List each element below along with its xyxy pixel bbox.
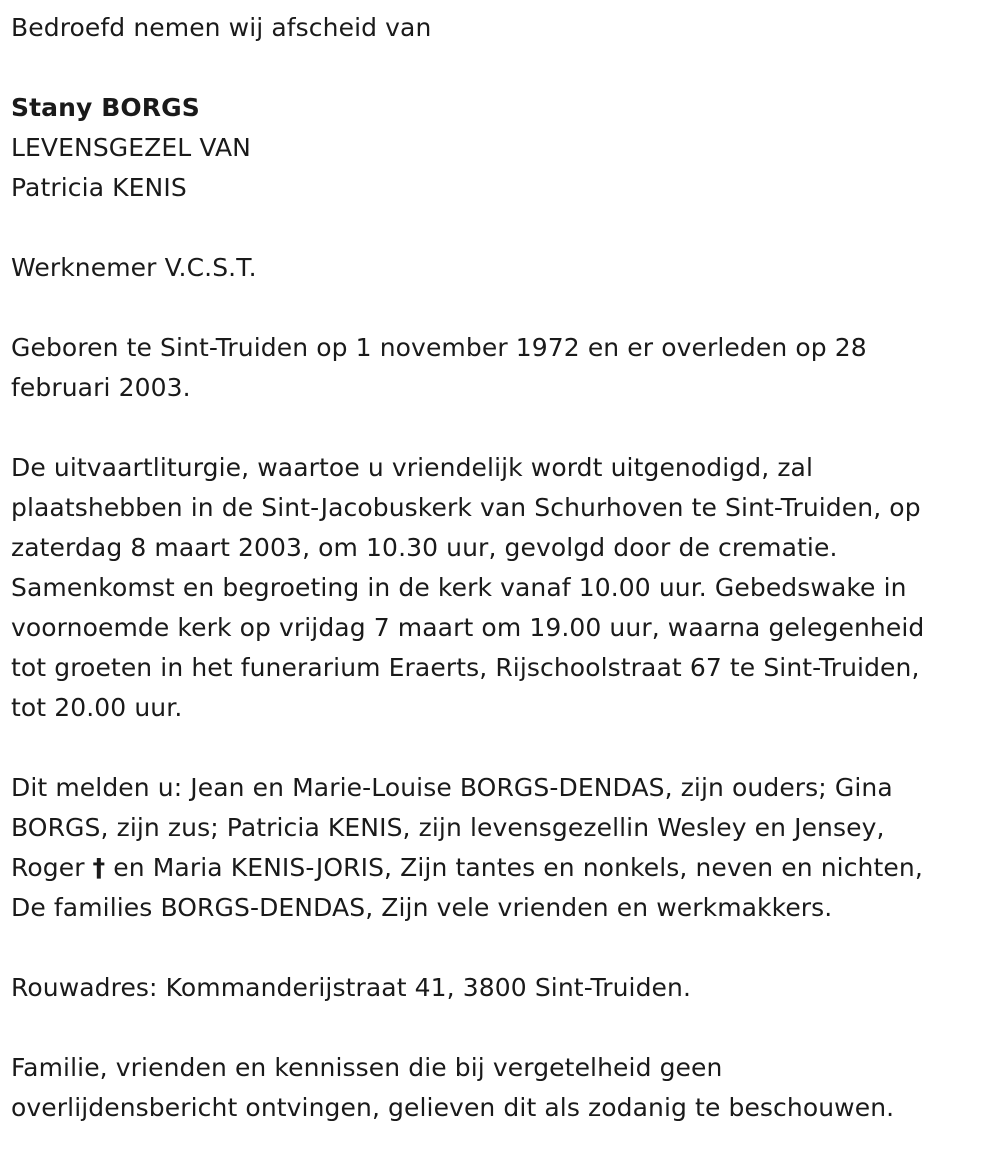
spacer [11, 928, 992, 968]
announcers-paragraph [11, 768, 992, 928]
spacer [11, 208, 992, 248]
paragraph-line: tot 20.00 uur. [11, 693, 183, 722]
occupation-text: Werknemer V.C.S.T. [11, 253, 257, 282]
paragraph-line: Geboren te Sint-Truiden op 1 november 1972 en er overleden op 28 [11, 333, 867, 362]
paragraph-line: Familie, vrienden en kennissen die bij vergetelheid geen [11, 1053, 723, 1082]
deceased-name: Stany BORGS [11, 93, 200, 122]
text-segment: Roger [11, 853, 93, 882]
address-text: Rouwadres: Kommanderijstraat 41, 3800 Sint-Truiden. [11, 973, 692, 1002]
paragraph-line: Samenkomst en begroeting in de kerk vanaf 10.00 uur. Gebedswake in [11, 573, 907, 602]
intro-text: Bedroefd nemen wij afscheid van [11, 13, 432, 42]
birth-death-paragraph [11, 328, 992, 408]
relation-text: LEVENSGEZEL VAN [11, 133, 251, 162]
text-segment: en Maria KENIS-JORIS, Zijn tantes en nonkels, neven en nichten, [105, 853, 923, 882]
spacer [11, 48, 992, 88]
ceremony-paragraph [11, 448, 992, 728]
paragraph-line: februari 2003. [11, 373, 191, 402]
closing-paragraph [11, 1048, 992, 1128]
spacer [11, 728, 992, 768]
partner-name: Patricia KENIS [11, 173, 187, 202]
spacer [11, 1008, 992, 1048]
cross-icon: † [92, 853, 106, 882]
paragraph-line: tot groeten in het funerarium Eraerts, Rijschoolstraat 67 te Sint-Truiden, [11, 653, 920, 682]
spacer [11, 288, 992, 328]
paragraph-line: plaatshebben in de Sint-Jacobuskerk van Schurhoven te Sint-Truiden, op [11, 493, 921, 522]
paragraph-line: De families BORGS-DENDAS, Zijn vele vrienden en werkmakkers. [11, 893, 833, 922]
spacer [11, 408, 992, 448]
paragraph-line [11, 848, 992, 888]
paragraph-line: zaterdag 8 maart 2003, om 10.30 uur, gevolgd door de crematie. [11, 533, 838, 562]
paragraph-line: BORGS, zijn zus; Patricia KENIS, zijn levensgezellin Wesley en Jensey, [11, 813, 885, 842]
paragraph-line: overlijdensbericht ontvingen, gelieven dit als zodanig te beschouwen. [11, 1093, 895, 1122]
paragraph-line: voornoemde kerk op vrijdag 7 maart om 19.00 uur, waarna gelegenheid [11, 613, 925, 642]
paragraph-line: De uitvaartliturgie, waartoe u vriendelijk wordt uitgenodigd, zal [11, 453, 814, 482]
paragraph-line: Dit melden u: Jean en Marie-Louise BORGS-DENDAS, zijn ouders; Gina [11, 773, 893, 802]
